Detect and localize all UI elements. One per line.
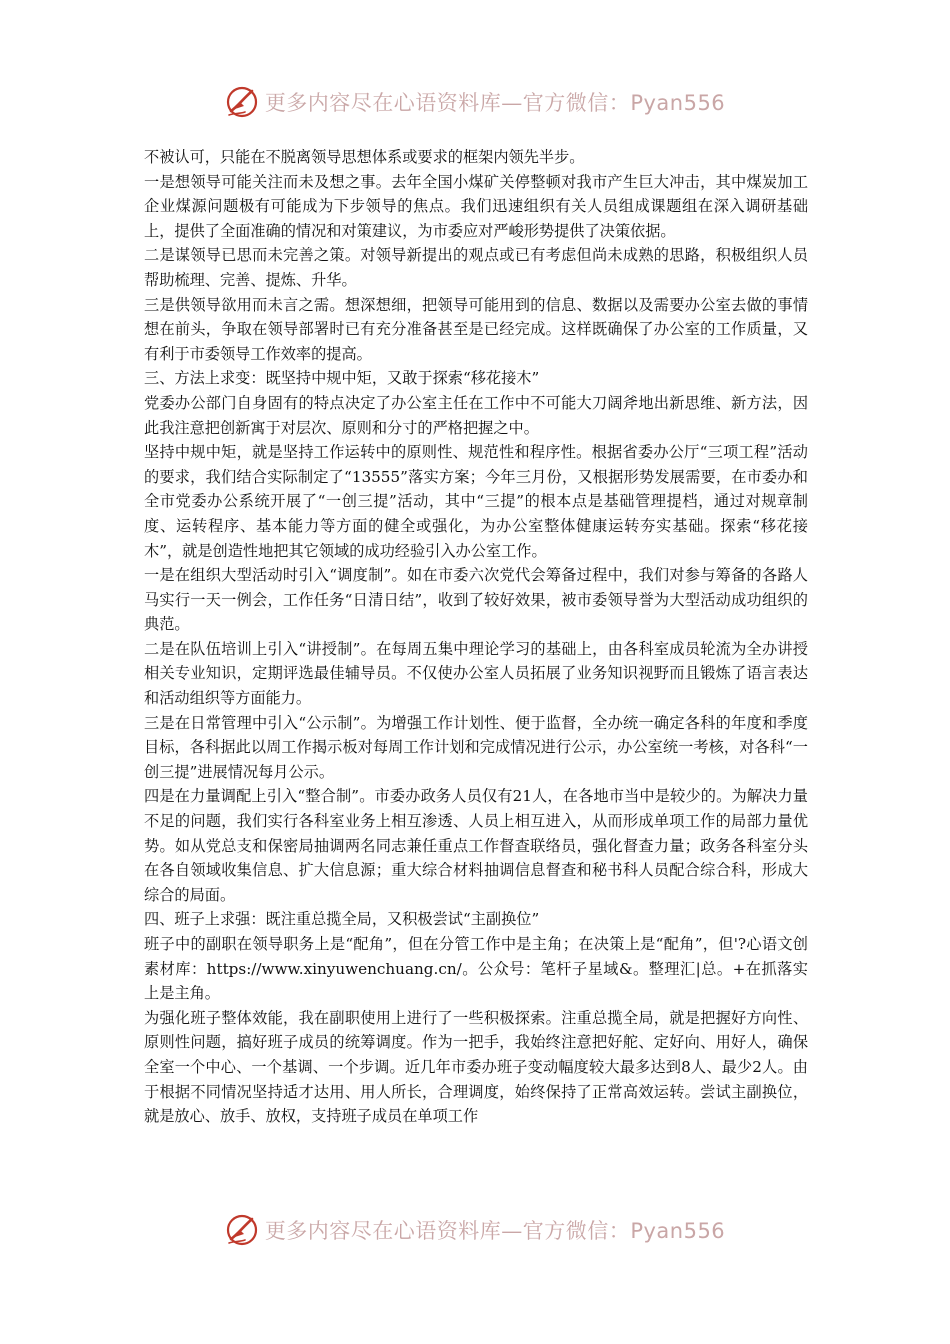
pen-logo-icon — [225, 1213, 259, 1247]
footer-watermark-banner — [0, 1208, 950, 1252]
paragraph: 坚持中规中矩，就是坚持工作运转中的原则性、规范性和程序性。根据省委办公厅“三项工程”活动的要求，我们结合实际制定了“13555”落实方案；今年三月份，又根据形势发展需要，在市委办和全市党委办公系统开展了“一创三提”活动，其中“三提”的根本点是基础管理提档，通过对规章制度、运转程序、基本能力等方面的健全或强化，为办公室整体健康运转夯实基础。探索“移花接木”，就是创造性地把其它领域的成功经验引入办公室工作。 — [144, 443, 808, 560]
watermark-text — [265, 87, 725, 117]
paragraph: 不被认可，只能在不脱离领导思想体系或要求的框架内领先半步。 — [144, 148, 585, 166]
paragraph: 四是在力量调配上引入“整合制”。市委办政务人员仅有21人，在各地市当中是较少的。为解决力量不足的问题，我们实行各科室业务上相互渗透、人员上相互进入，从而形成单项工作的局部力量优势。如从党总支和保密局抽调两名同志兼任重点工作督查联络员，强化督查力量；政务各科室分头在各自领域收集信息、扩大信息源；重大综合材料抽调信息督查和秘书科人员配合综合科，形成大综合的局面。 — [144, 787, 808, 904]
paragraph: 党委办公部门自身固有的特点决定了办公室主任在工作中不可能大刀阔斧地出新思维、新方法，因此我注意把创新寓于对层次、原则和分寸的严格把握之中。 — [144, 393, 808, 437]
paragraph: 一是在组织大型活动时引入“调度制”。如在市委六次党代会筹备过程中，我们对参与筹备的各路人马实行一天一例会，工作任务“日清日结”，收到了较好效果，被市委领导誉为大型活动成功组织的典范。 — [144, 566, 808, 634]
pen-logo-icon — [225, 85, 259, 119]
header-watermark-banner — [0, 80, 950, 124]
paragraph: 三是在日常管理中引入“公示制”。为增强工作计划性、便于监督，全办统一确定各科的年度和季度目标，各科据此以周工作揭示板对每周工作计划和完成情况进行公示，办公室统一考核，对各科“一创三提”进展情况每月公示。 — [144, 713, 808, 781]
watermark-label: 更多内容尽在心语资料库—官方微信： — [264, 91, 631, 115]
paragraph: 二是谋领导已思而未完善之策。对领导新提出的观点或已有考虑但尚未成熟的思路，积极组织人员帮助梳理、完善、提炼、升华。 — [144, 246, 808, 289]
paragraph: 为强化班子整体效能，我在副职使用上进行了一些积极探索。注重总揽全局，就是把握好方向性、原则性问题，搞好班子成员的统筹调度。作为一把手，我始终注意把好舵、定好向、用好人，确保全室一个中心、一个基调、一个步调。近几年市委办班子变动幅度较大最多达到8人、最少2人。由于根据不同情况坚持适才达用、用人所长，合理调度，始终保持了正常高效运转。尝试主副换位，就是放心、放手、放权，支持班子成员在单项工作 — [144, 1008, 808, 1126]
paragraph: 二是在队伍培训上引入“讲授制”。在每周五集中理论学习的基础上，由各科室成员轮流为全办讲授相关专业知识，定期评选最佳辅导员。不仅使办公室人员拓展了业务知识视野而且锻炼了语言表达和活动组织等方面能力。 — [144, 639, 808, 708]
document-body — [144, 145, 808, 1129]
section-heading: 三、方法上求变：既坚持中规中矩，又敢于探索“移花接木” — [144, 369, 540, 388]
watermark-wechat-id: Pyan556 — [630, 1219, 726, 1243]
section-heading: 四、班子上求强：既注重总揽全局，又积极尝试“主副换位” — [144, 910, 540, 929]
watermark-group — [225, 1213, 725, 1247]
watermark-text — [265, 1215, 725, 1245]
watermark-wechat-id: Pyan556 — [630, 91, 726, 115]
paragraph: 班子中的副职在领导职务上是“配角”，但在分管工作中是主角；在决策上是“配角”，但'?心语文创素材库：https://www.xinyuwenchuang.cn/。公众号：笔杆子星域&。整理汇|总。+在抓落实上是主角。 — [144, 935, 808, 1003]
paragraph: 三是供领导欲用而未言之需。想深想细，把领导可能用到的信息、数据以及需要办公室去做的事情想在前头，争取在领导部署时已有充分准备甚至是已经完成。这样既确保了办公室的工作质量，又有利于市委领导工作效率的提高。 — [144, 295, 808, 363]
paragraph: 一是想领导可能关注而未及想之事。去年全国小煤矿关停整顿对我市产生巨大冲击，其中煤炭加工企业煤源问题极有可能成为下步领导的焦点。我们迅速组织有关人员组成课题组在深入调研基础上，提供了全面准确的情况和对策建议，为市委应对严峻形势提供了决策依据。 — [144, 172, 808, 240]
watermark-group — [225, 85, 725, 119]
watermark-label: 更多内容尽在心语资料库—官方微信： — [264, 1219, 631, 1243]
